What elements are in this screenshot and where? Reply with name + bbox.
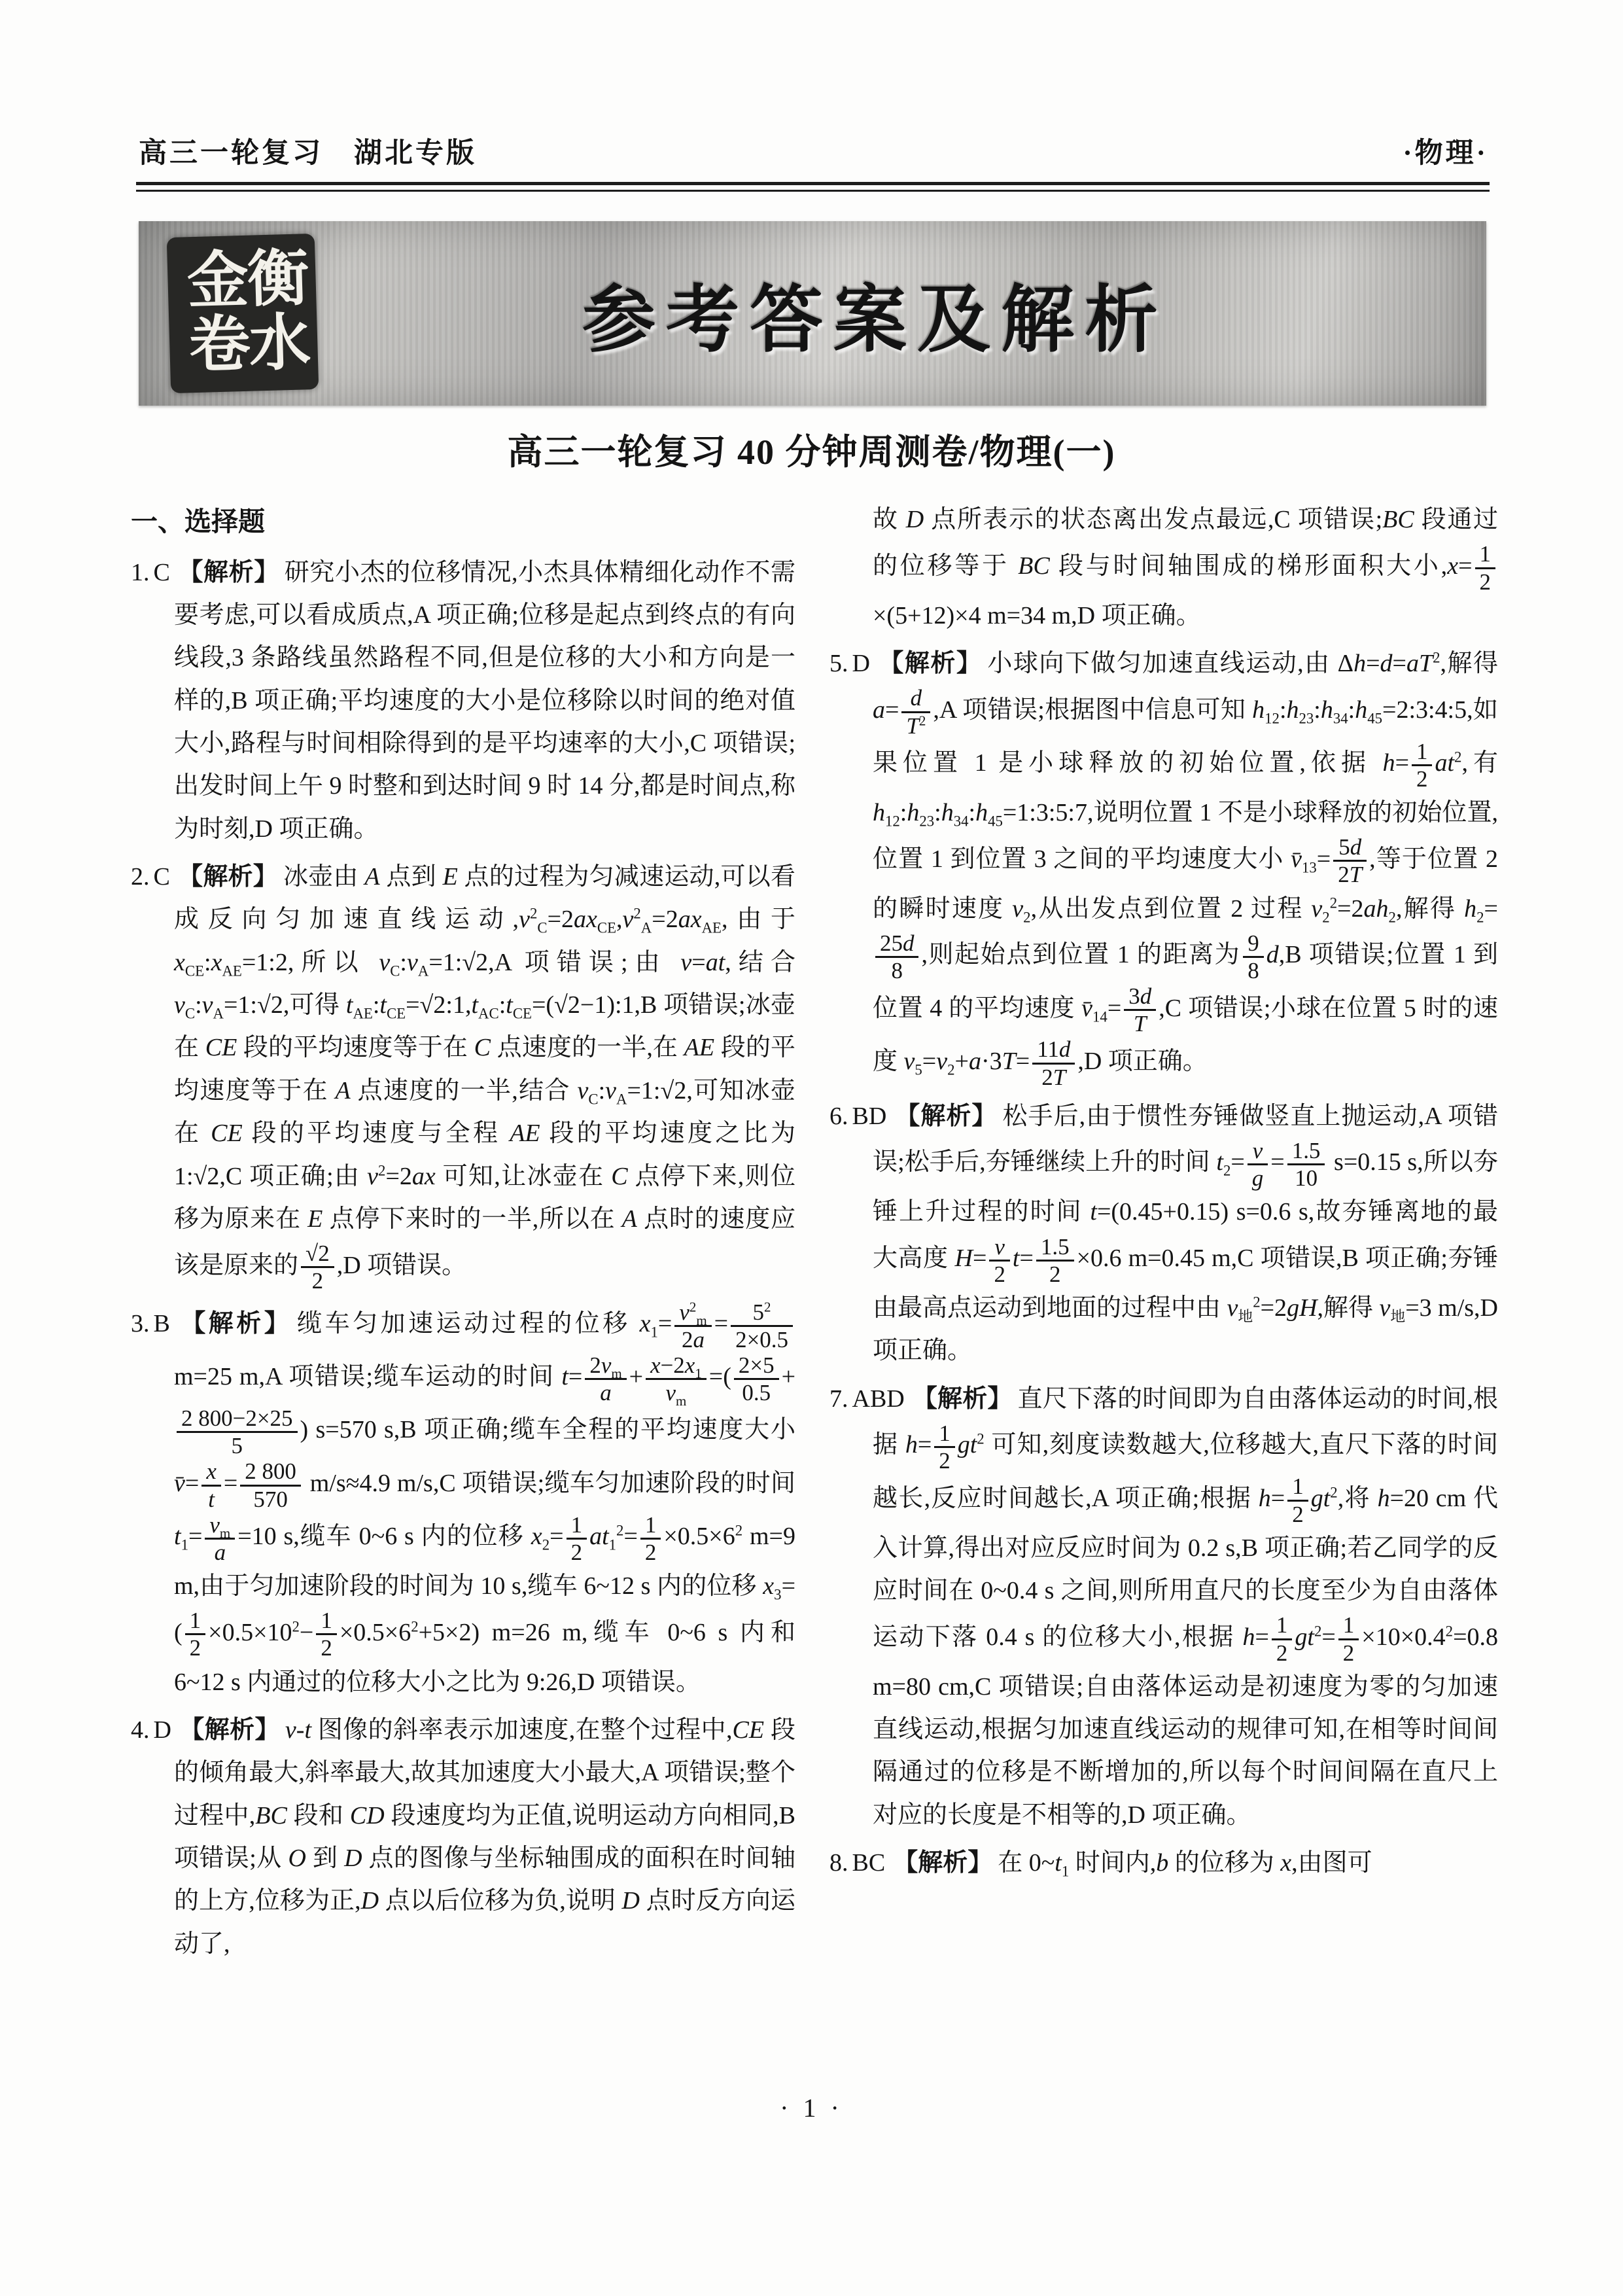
item-answer: BC xyxy=(852,1849,886,1877)
seal-text: 衡水金卷 xyxy=(177,245,309,377)
section-heading: 一、选择题 xyxy=(131,506,265,537)
item-number: 4. D xyxy=(131,1716,171,1744)
answer-item-7 xyxy=(829,1378,1498,1837)
jiexi-label: 【解析】 xyxy=(894,1102,998,1130)
item-answer: D xyxy=(153,1716,171,1744)
answer-item-6 xyxy=(829,1095,1498,1373)
left-column xyxy=(131,499,795,1971)
item-number: 6. BD xyxy=(829,1102,887,1130)
answer-item-2 xyxy=(131,856,795,1294)
header-divider xyxy=(136,182,1490,192)
item-number: 2. C xyxy=(131,863,170,891)
answer-item-4 xyxy=(131,1709,795,1966)
item-number: 5. D xyxy=(829,650,870,677)
jiexi-label: 【解析】 xyxy=(912,1385,1013,1413)
item-explanation: 研究小杰的位移情况,小杰具体精细化动作不需要考虑,可以看成质点,A 项正确;位移是起点到终点的有向线段,3 条路线虽然路程不同,但是位移的大小和方向是一样的,B 项正确;平均速度的大小是位移除以时间的绝对值大小,路程与时间相除得到的是平均速率的大小,C 项错误;出发时间上午 9 时整和到达时间 9 时 14 分,都是时间点,称为时刻,D 项正确。 xyxy=(174,558,796,843)
answer-banner xyxy=(139,221,1486,406)
page-number: · 1 · xyxy=(780,2093,843,2123)
paper-subtitle: 高三一轮复习 40 分钟周测卷/物理(一) xyxy=(507,433,1116,472)
item-number: 7. ABD xyxy=(829,1385,905,1413)
answer-item-1 xyxy=(131,552,795,851)
item-number: 3. B xyxy=(131,1309,170,1337)
item-explanation: 故 D 点所表示的状态离出发点最远,C 项错误;BC 段通过的位移等于 BC 段与时间轴围成的梯形面积大小,x= $\frac{1}{2}$ ×(5+12)×4 m=34 m,D 项正确。 xyxy=(873,506,1498,629)
item-answer: C xyxy=(153,863,170,891)
item-number: 1. C xyxy=(131,558,170,586)
right-column xyxy=(829,499,1498,1890)
item-explanation: 小球向下做匀加速直线运动,由 $\Delta h=d=aT^2$,解得 a= $\frac{d}{T^2}$ ,A 项错误;根据图中信息可知 $h_{12}:h_{23}:h_{34}:h_{45}=2:3:4:5$,如果位置 1 是小球释放的初始位置,依据 h= $\frac{1}{2}$ $at^2$,有 $h_{12}:h_{23}:h_{34}:h_{45}=1:3:5:7$,说明位置 1 不是小球释放的初始位置,位置 1 到位置 3 之间的平均速度大小 $v̄_{13}=$ $\frac{5d}{2T}$ ,等于位置 2 的瞬时速度 $v_2$,从出发点到位置 2 过程 $v_2^2=2ah_2$,解得 $h_2=$ $\frac{25d}{8}$ ,则起始点到位置 1 的距离为 $\frac{9}{8}$ d,B 项错误;位置 1 到位置 4 的平均速度 $v̄_{14}=$ $\frac{3d}{T}$ ,C 项错误;小球在位置 5 时的速度 $v_5=v_2+a\cdot 3T=$ $\frac{11d}{2T}$ ,D 项正确。 xyxy=(873,649,1499,1090)
item-explanation: 松手后,由于惯性夯锤做竖直上抛运动,A 项错误;松手后,夯锤继续上升的时间 $t_2=$ $\frac{v}{g}$ = $\frac{1.5}{10}$ s=0.15 s,所以夯锤上升过程的时间 t=(0.45+0.15) s=0.6 s,故夯锤离地的最大高度 H= $\frac{v}{2}$ t= $\frac{1.5}{2}$ ×0.6 m=0.45 m,C 项错误,B 项正确;夯锤由最高点运动到地面的过程中由 $v_地^2=2gH$,解得 $v_地=3$ m/s,D 项正确。 xyxy=(873,1102,1498,1365)
publisher-seal-icon xyxy=(167,234,319,393)
item-explanation: 冰壶由 A 点到 E 点的过程为匀减速运动,可以看成反向匀加速直线运动$,v^2_C=2ax_{CE},v^2_A=2ax_{AE}$,由于 $x_{CE}:x_{AE}=1:2$,所以 $v_C:v_A=1:√2,A$ 项错误;由 v=at,结合 $v_C:v_A=1:√2$,可得 $t_{AE}:t_{CE}=√2:1,t_{AC}:t_{CE}=(√2-1):1,B$ 项错误;冰壶在 CE 段的平均速度等于在 C 点速度的一半,在 AE 段的平均速度等于在 A 点速度的一半,结合 $v_C:v_A=1:√2$,可知冰壶在 CE 段的平均速度与全程 AE 段的平均速度之比为 1:√2,C 项正确;由 $v^2=2ax$ 可知,让冰壶在 C 点停下来,则位移为原来在 E 点停下来时的一半,所以在 A 点时的速度应该是原来的 $\frac{√2}{2}$ ,D 项错误。 xyxy=(174,863,795,1294)
item-number: 8. BC xyxy=(829,1849,886,1877)
page-header xyxy=(139,131,1488,171)
item-answer: ABD xyxy=(852,1385,905,1413)
answer-item-5 xyxy=(829,643,1498,1090)
header-subject-label: ·物理· xyxy=(1403,138,1488,169)
item-answer: BD xyxy=(852,1102,887,1130)
page-footer xyxy=(0,2093,1623,2123)
jiexi-label: 【解析】 xyxy=(177,558,279,586)
jiexi-label: 【解析】 xyxy=(179,1716,280,1744)
item-explanation: 在 $0\sim t_1$ 时间内,b 的位移为 x,由图可 xyxy=(998,1849,1372,1880)
jiexi-label: 【解析】 xyxy=(893,1849,993,1877)
item-explanation: v-t 图像的斜率表示加速度,在整个过程中,CE 段的倾角最大,斜率最大,故其加速度大小最大,A 项错误;整个过程中,BC 段和 CD 段速度均为正值,说明运动方向相同,B 项错误;从 O 到 D 点的图像与坐标轴围成的面积在时间轴的上方,位移为正,D 点以后位移为负,说明 D 点时反方向运动了, xyxy=(174,1716,795,1958)
item-explanation: 直尺下落的时间即为自由落体运动的时间,根据 h= $\frac{1}{2}$ $gt^2$ 可知,刻度读数越大,位移越大,直尺下落的时间越长,反应时间越长,A 项正确;根据 h= $\frac{1}{2}$ $gt^2$,将 h=20 cm 代入计算,得出对应反应时间为 0.2 s,B 项正确;若乙同学的反应时间在 0~0.4 s 之间,则所用直尺的长度至少为自由落体运动下落 0.4 s 的位移大小,根据 h= $\frac{1}{2}$ $gt^2=$ $\frac{1}{2}$ $\times 10\times 0.4^2=0.8$ m=80 cm,C 项错误;自由落体运动是初速度为零的匀加速直线运动,根据匀加速直线运动的规律可知,在相等时间间隔通过的位移是不断增加的,所以每个时间间隔在直尺上对应的长度是不相等的,D 项正确。 xyxy=(873,1385,1498,1829)
answer-item-4-continuation xyxy=(829,499,1498,637)
jiexi-label: 【解析】 xyxy=(177,863,278,891)
answer-item-8 xyxy=(829,1842,1498,1884)
item-explanation: 缆车匀加速运动过程的位移 $x_1=$ $\frac{v^2_m}{2a}$ = $\frac{5^2}{2\times 0.5}$ m=25 m,A 项错误;缆车运动的时间 t= $\frac{2v_m}{a}$ + $\frac{x-2x_1}{v_m}$ =( $\frac{2\times 5}{0.5}$ + $\frac{2 800-2\times 25}{5}$ ) s=570 s,B 项正确;缆车全程的平均速度大小 v̄= $\frac{x}{t}$ = $\frac{2 800}{570}$ m/s≈4.9 m/s,C 项错误;缆车匀加速阶段的时间 $t_1=$ $\frac{v_m}{a}$ =10 s,缆车 0~6 s 内的位移 $x_2=$ $\frac{1}{2}$ $at_1^2=$ $\frac{1}{2}$ $\times 0.5\times 6^2$ m=9 m,由于匀加速阶段的时间为 10 s,缆车 6~12 s 内的位移 $x_3=$( $\frac{1}{2}$ $\times 0.5\times 10^2-$ $\frac{1}{2}$ $\times 0.5\times 6^2+5\times 2$) m=26 m,缆车 0~6 s 内和 6~12 s 内通过的位移大小之比为 9:26,D 项错误。 xyxy=(174,1298,795,1696)
item-answer: C xyxy=(153,558,170,586)
jiexi-label: 【解析】 xyxy=(177,1309,292,1337)
answer-item-3 xyxy=(131,1299,795,1704)
item-answer: D xyxy=(852,650,870,677)
jiexi-label: 【解析】 xyxy=(877,650,983,677)
item-answer: B xyxy=(153,1309,170,1337)
banner-title: 参考答案及解析 xyxy=(582,279,1168,361)
header-edition-label: 高三一轮复习 湖北专版 xyxy=(139,138,477,169)
